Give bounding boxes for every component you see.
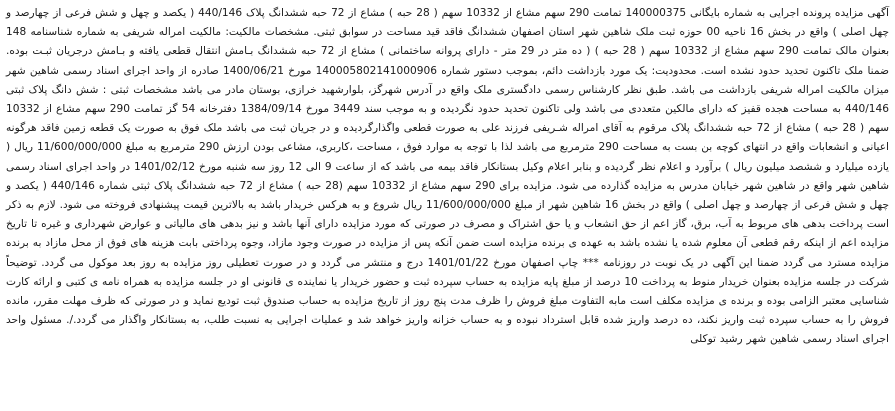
auction-notice-body: آگهی مزایده پرونده اجرایی به شماره بایگانی 140000375 تمامت 290 سهم مشاع از 10332 سهم ( 28 حبه ) مشاع از 72 حبه ششدانگ پلاک 440/146 ( یکصد و چهل و شش فرعی از چهارصد و چهل اصلی ) واقع در بخش 16 ناحیه 00 حوزه ثبت ملک شاهین شهر استان اصفهان ششدانگ فاقد قید مساحت در سوابق ثبتی. مشخصات مالکیت: مالکیت امراله شریفی به شماره شناسنامه 148 بعنوان مالک تمامت 290 سهم مشاع از 10332 سهم ( 28 حبه ) ( ده متر در 29 متر - دارای پروانه ساختمانی ) مشاع از 72 حبه ششدانگ بـامش انتقال قطعی یافته و بـامش درجریان ثبـت بوده. ضمنا ملک تاکنون تحدید حدود نشده است. محدودیت: یک مورد بازداشت دائم، بموجب دستور شماره 140005802141000906 مورخ 1400/06/21 صادره از واحد اجرای اسناد رسمی شاهین شهر میزان مالکیت امراله شریفی بازداشت می باشد. طبق نظر کارشناس رسمی دادگستری ملک واقع در آدرس شهرگز، بلوارشهید خرازی، بوستان مادر می باشد مشخصات ثبتی : شش دانگ پلاک ثبتی 440/146 به مساحت هجده قفیز که دارای مالکین متعددی می باشد ولی تاکنون تحدید حدود نگردیده و به موجب سند 3449 مورخ 1384/09/14 دفترخانه 54 گز تمامت 290 سهم مشاع از 10332 سهم ( 28 حبه ) مشاع از 72 حبه ششدانگ پلاک مرقوم به آقای امراله شـریفی فرزند علی به صورت قطعی واگذارگردیده و در جریان ثبت می باشد ملک فوق به صورت یک قطعه زمین فاقد هرگونه اعیانی و انشعابات واقع در انتهای کوچه بن بست به مساحت 290 مترمربع می باشد لذا با توجه به موارد فوق ، مساحت ،کاربری، مشاعی بودن ارزش 290 مترمربع به مبلغ 11/600/000/000 ریال ( یازده میلیارد و ششصد میلیون ریال ) برآورد و اعلام نظر گردیده و بنابر اعلام وکیل بستانکار فاقد بیمه می باشد که از ساعت 9 الی 12 روز سه شنبه مورخ 1401/02/12 در واحد اجرای اسناد رسمی شاهین شهر واقع در شاهین شهر خیابان مدرس به مزایده گذارده می شود. مزایده برای 290 سهم مشاع از 10332 سهم (28 حبه ) مشاع از 72 حبه ششدانگ پلاک ثبتی شماره 440/146 ( یکصد و چهل و شش فرعی از چهارصد و چهل اصلی ) واقع در بخش 16 شاهین شهر از مبلغ 11/600/000/000 ریال شروع و به هرکس خریدار باشد به بالاترین قیمت پیشنهادی فروخته می شود. لازم به ذکر است پرداخت بدهی های مربوط به آب، برق، گاز اعم از حق انشعاب و یا حق اشتراک و مصرف در صورتی که مورد مزایده دارای آنها باشد و نیز بدهی های مالیاتی و عوارض شهرداری و غیره تا تاریخ مزایده اعم از اینکه رقم قطعی آن معلوم شده یا نشده باشد به عهده ی برنده مزایده است ضمن آنکه پس از مزایده در صورت وجود مازاد، وجوه پرداختی بابت هزینه های فوق از محل مازاد به برنده مزایده مسترد می گردد ضمنا این آگهی در یک نوبت در روزنامه *** چاپ اصفهان مورخ 1401/01/22 درج و منتشر می گردد و در صورت تعطیلی روز مزایده به روز بعد موکول می گردد. توضیحاً شرکت در جلسه مزایده بعنوان خریدار منوط به پرداخت 10 درصد از مبلغ پایه مزایده به حساب سپرده ثبت و حضور خریدار یا نماینده ی قانونی او در جلسه مزایده به همراه نامه ی کتبی و ارائه کارت شناسایی معتبر الزامی بوده و برنده ی مزایده مکلف است مابه التفاوت مبلغ فروش را ظرف مدت پنج روز از تاریخ مزایده به حساب صندوق ثبت تودیع نماید و در صورتی که ظرف مهلت مقرر، مانده فروش را به حساب سپرده ثبت واریز نکند، ده درصد واریز شده قابل استرداد نبوده و به حساب خزانه واریز خواهد شد و عملیات اجرایی به نسبت طلب، به بستانکار واگذار می گردد./. مسئول واحد اجرای اسناد رسمی شاهین شهر رشید توکلی: [6, 7, 890, 346]
